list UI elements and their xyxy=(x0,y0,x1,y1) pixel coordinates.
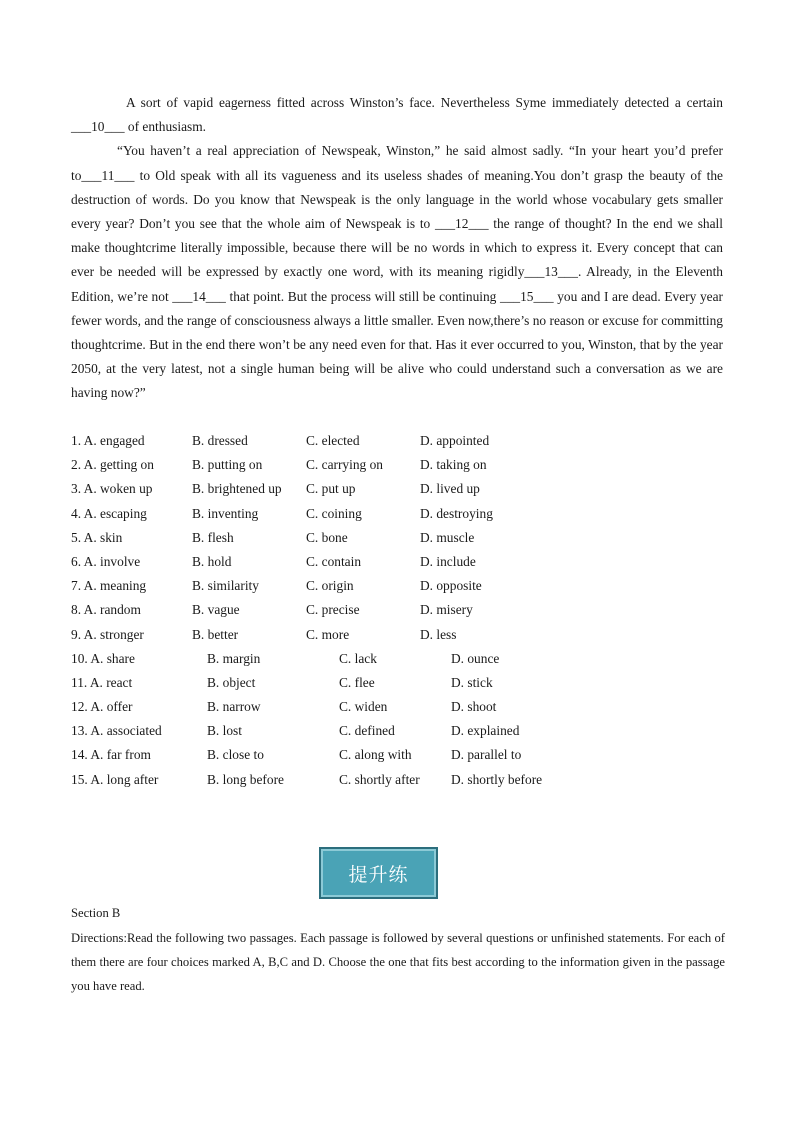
option-row xyxy=(71,671,631,695)
option-a: 11. A. react xyxy=(71,674,133,690)
option-b: B. putting on xyxy=(192,457,263,473)
option-a: 6. A. involve xyxy=(71,553,141,569)
answer-options-list xyxy=(71,429,631,792)
option-b: B. similarity xyxy=(192,578,259,594)
option-c: C. elected xyxy=(306,433,360,448)
option-c: C. contain xyxy=(306,553,362,569)
option-row xyxy=(71,526,631,550)
option-b: B. brightened up xyxy=(192,481,282,497)
option-d: D. lived up xyxy=(420,481,480,497)
option-a: 4. A. escaping xyxy=(71,505,147,521)
option-b: B. long before xyxy=(207,771,284,787)
option-b: B. flesh xyxy=(192,529,234,545)
option-b: B. close to xyxy=(207,747,264,763)
option-d: D. shoot xyxy=(451,699,497,715)
option-row xyxy=(71,743,631,767)
option-a: 13. A. associated xyxy=(71,723,162,739)
option-c: C. coining xyxy=(306,505,362,521)
option-d: D. destroying xyxy=(420,505,493,521)
option-d: D. parallel to xyxy=(451,747,522,763)
option-row xyxy=(71,719,631,743)
option-c: C. put up xyxy=(306,481,356,497)
option-d: D. less xyxy=(420,626,457,642)
option-d: D. misery xyxy=(420,602,473,618)
option-c: C. flee xyxy=(339,674,375,690)
option-b: B. dressed xyxy=(192,433,248,448)
option-d: D. include xyxy=(420,553,476,569)
option-a: 1. A. engaged xyxy=(71,433,145,448)
option-a: 12. A. offer xyxy=(71,699,133,715)
option-row xyxy=(71,574,631,598)
badge-label: 提升练 xyxy=(348,863,409,886)
option-a: 15. A. long after xyxy=(71,771,159,787)
option-row xyxy=(71,768,631,792)
option-row xyxy=(71,550,631,574)
option-d: D. taking on xyxy=(420,457,487,473)
option-row xyxy=(71,598,631,622)
option-a: 14. A. far from xyxy=(71,747,151,763)
option-b: B. inventing xyxy=(192,505,259,521)
option-b: B. object xyxy=(207,674,256,690)
option-row xyxy=(71,477,631,501)
option-a: 3. A. woken up xyxy=(71,481,153,497)
option-b: B. margin xyxy=(207,650,261,666)
option-row xyxy=(71,429,631,453)
option-c: C. widen xyxy=(339,699,388,715)
option-row xyxy=(71,453,631,477)
reading-passage xyxy=(71,91,723,406)
passage-paragraph-2: “You haven’t a real appreciation of Newspeak, Winston,” he said almost sadly. “In your heart you’d prefer to___11___ to Old speak with all its vagueness and its useless shades of meaning.You don’t grasp the beauty of the destruction of words. Do you know that Newspeak is the only language in the world whose vocabulary gets smaller every year? Don’t you see that the whole aim of Newspeak is to ___12___ the range of thought? In the end we shall make thoughtcrime literally impossible, because there will be no words in which to express it. Every concept that can ever be needed will be expressed by exactly one word, with its meaning rigidly___13___. Already, in the Eleventh Edition, we’re not ___14___ that point. But the process will still be continuing ___15___ you and I are dead. Every year fewer words, and the range of consciousness always a little smaller. Even now,there’s no reason or excuse for committing thoughtcrime. But in the end there won’t be any need even for that. Has it ever occurred to you, Winston, that by the year 2050, at the very latest, not a single human being will be alive who could understand such a conversation as we are having now?” xyxy=(71,143,723,401)
option-c: C. carrying on xyxy=(306,457,383,473)
option-c: C. along with xyxy=(339,747,412,763)
option-row xyxy=(71,647,631,671)
option-d: D. appointed xyxy=(420,433,490,448)
option-c: C. precise xyxy=(306,602,360,618)
option-c: C. origin xyxy=(306,578,354,594)
option-d: D. stick xyxy=(451,674,493,690)
option-a: 2. A. getting on xyxy=(71,457,154,473)
directions-text: Directions:Read the following two passages. Each passage is followed by several questions or unfinished statements. For each of them there are four choices marked A, B,C and D. Choose the one that fits best according to the information given in the passage you have read. xyxy=(71,931,725,993)
option-row xyxy=(71,502,631,526)
option-c: C. bone xyxy=(306,529,348,545)
practice-badge xyxy=(319,847,438,899)
option-b: B. hold xyxy=(192,553,232,569)
option-d: D. opposite xyxy=(420,578,482,594)
option-c: C. defined xyxy=(339,723,395,739)
option-a: 10. A. share xyxy=(71,650,135,666)
option-c: C. lack xyxy=(339,650,377,666)
option-a: 5. A. skin xyxy=(71,529,123,545)
option-row xyxy=(71,623,631,647)
option-b: B. lost xyxy=(207,723,242,739)
option-b: B. better xyxy=(192,626,239,642)
section-title: Section B xyxy=(71,906,121,920)
option-c: C. shortly after xyxy=(339,771,420,787)
option-d: D. ounce xyxy=(451,650,500,666)
passage-paragraph-1: A sort of vapid eagerness fitted across Winston’s face. Nevertheless Syme immediately detected a certain ___10___ of enthusiasm. xyxy=(71,95,723,135)
option-a: 9. A. stronger xyxy=(71,626,144,642)
option-d: D. explained xyxy=(451,723,520,739)
option-a: 7. A. meaning xyxy=(71,578,147,594)
option-d: D. shortly before xyxy=(451,771,543,787)
option-b: B. narrow xyxy=(207,699,261,715)
option-c: C. more xyxy=(306,626,350,642)
option-row xyxy=(71,695,631,719)
option-d: D. muscle xyxy=(420,529,475,545)
option-a: 8. A. random xyxy=(71,602,141,618)
option-b: B. vague xyxy=(192,602,240,618)
